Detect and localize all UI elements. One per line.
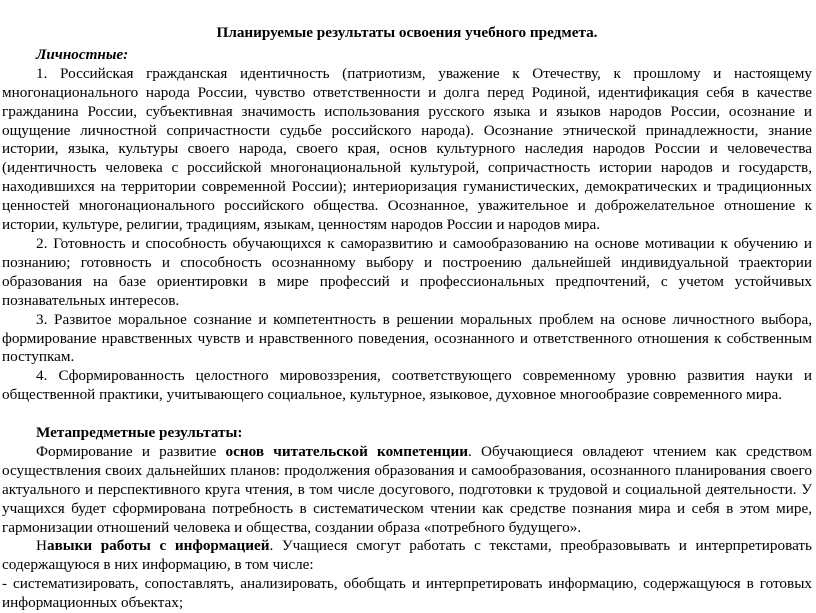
personal-item-4: 4. Сформированность целостного мировоззрения, соответствующего современному уровню развития науки и общественной практики, учитывающего социальное, культурное, языковое, духовное многообразие современного мира. [2,367,812,404]
personal-results-heading: Личностные: [36,45,129,63]
reading-competence-term: основ читательской компетенции [225,442,468,460]
personal-item-3: 3. Развитое моральное сознание и компетентность в решении моральных проблем на основе личностного выбора, формирование нравственных чувств и нравственного поведения, осознанного и ответственного отношения к собственным поступкам. [2,310,812,366]
metasubject-results-heading: Метапредметные результаты: [36,424,243,442]
information-bullet-1: - систематизировать, сопоставлять, анализировать, обобщать и интерпретировать информацию, содержащуюся в готовых информационных объектах; [2,575,812,612]
reading-description-text: . Обучающиеся овладеют чтением как средством осуществления своих дальнейших планов: продолжения образования и самообразования, осознанного планирования своего актуального и перспективного круга чтения, в том числе досугового, подготовки к трудовой и социальной деятельности. У учащихся будет сформирована потребность в систематическом чтении как средстве познания мира и себя в этом мире, гармонизации отношений человека и общества, создании образа «потребного будущего». [2,442,813,536]
information-skills-term: авыки работы с информацией [46,537,270,555]
personal-item-1: 1. Российская гражданская идентичность (патриотизм, уважение к Отечеству, к прошлому и настоящему многонационального народа России, чувство ответственности и долга перед Родиной, идентификация себя в качестве гражданина России, субъективная значимость использования русского языка и языков народов России, осознание и ощущение личностной сопричастности судьбе российского народа). Осознание этнической принадлежности, знание истории, языка, культуры своего народа, своего края, основ культурного наследия народов России и человечества (идентичность человека с российской многонациональной культурой, сопричастность истории народов и государств, находившихся на территории современной России); интериоризация гуманистических, демократических и традиционных ценностей многонационального российского общества. Осознанное, уважительное и доброжелательное отношение к истории, культуре, религии, традициям, языкам, ценностям народов России и народов мира. [2,64,812,234]
personal-item-2: 2. Готовность и способность обучающихся к саморазвитию и самообразованию на основе мотивации к обучению и познанию; готовность и способность осознанному выбору и построению дальнейшей индивидуальной траектории образования на базе ориентировки в мире профессий и профессиональных предпочтений, с учетом устойчивых познавательных интересов. [2,234,812,309]
information-description-text: . Учащиеся смогут работать с текстами, преобразовывать и интерпретировать содержащуюся в них информацию, в том числе: [2,537,812,574]
page-title: Планируемые результаты освоения учебного предмета. [216,24,598,41]
metasubject-paragraph-information [2,537,812,575]
information-prefix-letter: Н [36,537,47,555]
reading-intro-text: Формирование и развитие [36,442,226,460]
section-spacer [2,405,812,424]
metasubject-paragraph-reading [2,443,812,538]
